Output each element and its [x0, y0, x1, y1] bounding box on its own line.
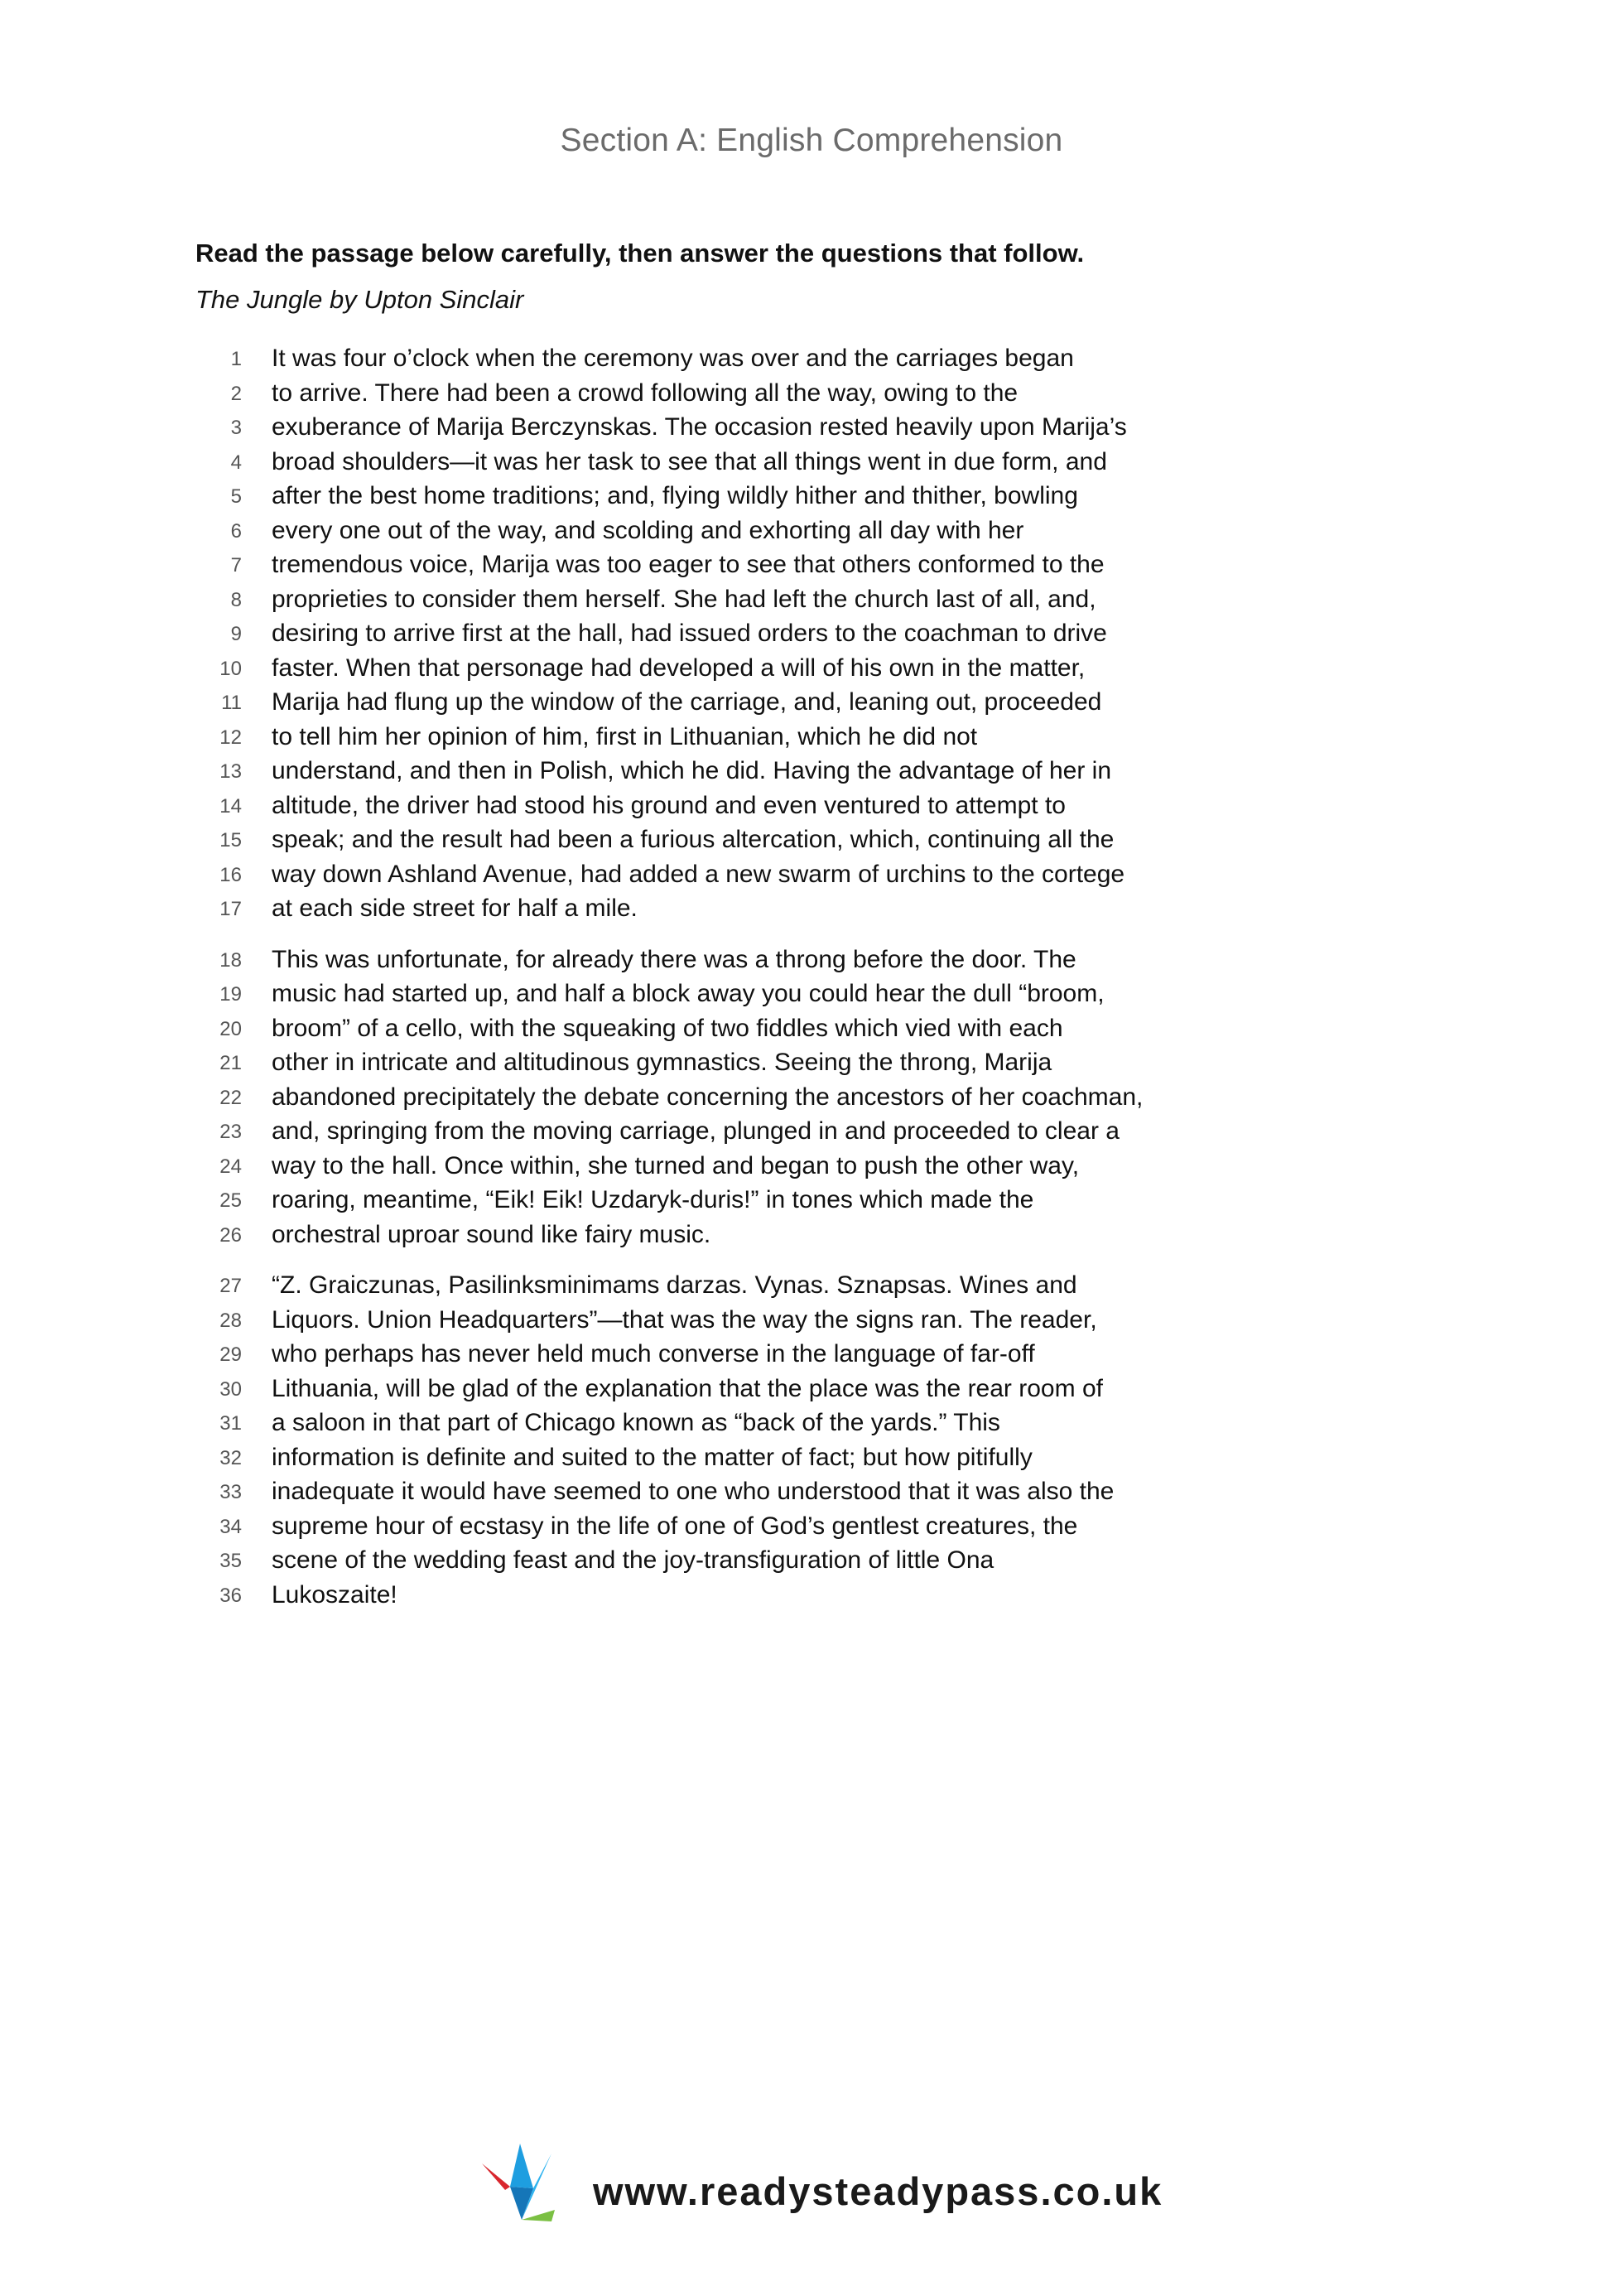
line-text: speak; and the result had been a furious altercation, which, continuing all the: [272, 826, 1115, 853]
line-number: 36: [219, 1584, 242, 1607]
line-number: 30: [219, 1377, 242, 1401]
line-text: roaring, meantime, “Eik! Eik! Uzdaryk-duris!” in tones which made the: [272, 1186, 1034, 1213]
source-title: The Jungle by Upton Sinclair: [195, 285, 524, 314]
origami-crane-logo-icon: [472, 2137, 571, 2236]
passage-line: [195, 1011, 1438, 1046]
passage-line: [195, 1440, 1438, 1475]
line-number: 4: [230, 451, 242, 474]
passage-line: [195, 514, 1438, 548]
line-number: 29: [219, 1343, 242, 1366]
line-text: understand, and then in Polish, which he did. Having the advantage of her in: [272, 757, 1112, 784]
passage-line: [195, 1218, 1438, 1252]
line-number: 14: [219, 794, 242, 818]
passage-line: [195, 720, 1438, 755]
line-text: music had started up, and half a block away you could hear the dull “broom,: [272, 980, 1105, 1007]
line-number: 31: [219, 1412, 242, 1435]
line-text: other in intricate and altitudinous gymnastics. Seeing the throng, Marija: [272, 1049, 1052, 1076]
passage-line: [195, 754, 1438, 789]
line-number: 9: [230, 623, 242, 645]
passage-line: [195, 1183, 1438, 1218]
line-number: 21: [219, 1052, 242, 1074]
line-text: proprieties to consider them herself. She had left the church last of all, and,: [272, 585, 1096, 613]
line-text: to tell him her opinion of him, first in Lithuanian, which he did not: [272, 722, 978, 750]
crane-beak-shape: [482, 2163, 510, 2190]
line-text: faster. When that personage had developed a will of his own in the matter,: [272, 654, 1086, 682]
line-text: scene of the wedding feast and the joy-transfiguration of little Ona: [272, 1546, 995, 1574]
line-number: 20: [219, 1017, 242, 1040]
line-number: 26: [219, 1223, 242, 1247]
passage-line: [195, 651, 1438, 686]
passage-line: [195, 1080, 1438, 1115]
line-number: 33: [219, 1481, 242, 1503]
passage-line: [195, 1474, 1438, 1509]
passage-line: [195, 789, 1438, 823]
passage-line: [195, 1543, 1438, 1578]
line-text: who perhaps has never held much converse in the language of far-off: [272, 1340, 1035, 1367]
line-text: exuberance of Marija Berczynskas. The occasion rested heavily upon Marija’s: [272, 413, 1127, 441]
line-text: tremendous voice, Marija was too eager to see that others conformed to the: [272, 551, 1105, 578]
passage-line: [195, 822, 1438, 857]
passage-line: [195, 479, 1438, 514]
line-number: 7: [230, 554, 242, 576]
passage-line: [195, 685, 1438, 720]
line-text: broom” of a cello, with the squeaking of two fiddles which vied with each: [272, 1014, 1063, 1042]
footer: [0, 2137, 1623, 2236]
passage-line: [195, 1509, 1438, 1544]
passage-line: [195, 1114, 1438, 1149]
line-number: 28: [219, 1309, 242, 1332]
page-title: Section A: English Comprehension: [560, 123, 1063, 158]
line-number: 34: [219, 1515, 242, 1538]
passage-line: [195, 1149, 1438, 1184]
line-text: and, springing from the moving carriage, plunged in and proceeded to clear a: [272, 1117, 1120, 1145]
line-text: Lithuania, will be glad of the explanation that the place was the rear room of: [272, 1374, 1103, 1402]
passage-line: [195, 547, 1438, 582]
passage-paragraph: [195, 943, 1438, 1252]
instruction-text: Read the passage below carefully, then answer the questions that follow.: [195, 239, 1085, 268]
line-number: 18: [219, 948, 242, 972]
passage-paragraph: [195, 341, 1438, 926]
passage-line: [195, 1303, 1438, 1338]
line-text: inadequate it would have seemed to one who understood that it was also the: [272, 1478, 1115, 1505]
line-number: 11: [221, 692, 242, 714]
passage-line: [195, 1372, 1438, 1406]
passage-line: [195, 1337, 1438, 1372]
line-number: 23: [219, 1121, 242, 1143]
line-text: a saloon in that part of Chicago known as “back of the yards.” This: [272, 1409, 1000, 1436]
line-text: “Z. Graiczunas, Pasilinksminimams darzas. Vynas. Sznapsas. Wines and: [272, 1271, 1077, 1299]
line-number: 22: [219, 1086, 242, 1109]
passage-line: [195, 1045, 1438, 1080]
passage-line: [195, 943, 1438, 977]
line-number: 32: [219, 1446, 242, 1469]
passage-line: [195, 341, 1438, 376]
line-number: 8: [230, 588, 242, 611]
line-text: This was unfortunate, for already there was a throng before the door. The: [272, 945, 1076, 973]
line-text: altitude, the driver had stood his ground and even ventured to attempt to: [272, 791, 1066, 819]
passage-line: [195, 410, 1438, 445]
line-text: Marija had flung up the window of the carriage, and, leaning out, proceeded: [272, 688, 1102, 716]
line-number: 17: [219, 898, 242, 920]
line-text: way down Ashland Avenue, had added a new swarm of urchins to the cortege: [272, 860, 1125, 888]
line-text: supreme hour of ecstasy in the life of one of God’s gentlest creatures, the: [272, 1512, 1078, 1540]
line-number: 12: [219, 726, 242, 749]
line-text: information is definite and suited to the matter of fact; but how pitifully: [272, 1443, 1033, 1471]
line-text: every one out of the way, and scolding and exhorting all day with her: [272, 516, 1024, 544]
crane-body-shape: [510, 2187, 533, 2220]
passage-line: [195, 1406, 1438, 1440]
line-text: It was four o’clock when the ceremony was over and the carriages began: [272, 345, 1074, 372]
crane-wing-left-shape: [510, 2144, 533, 2188]
line-number: 15: [219, 829, 242, 851]
passage-line: [195, 1268, 1438, 1303]
line-number: 2: [230, 382, 242, 405]
passage-line: [195, 445, 1438, 480]
line-number: 27: [219, 1275, 242, 1297]
website-url[interactable]: www.readysteadypass.co.uk: [593, 2169, 1163, 2213]
line-number: 13: [219, 760, 242, 783]
line-number: 25: [219, 1189, 242, 1212]
line-text: at each side street for half a mile.: [272, 895, 638, 922]
passage: [195, 341, 1438, 1628]
passage-line: [195, 582, 1438, 617]
line-text: way to the hall. Once within, she turned and began to push the other way,: [272, 1151, 1080, 1179]
line-number: 3: [230, 417, 242, 439]
line-text: orchestral uproar sound like fairy music.: [272, 1220, 711, 1248]
line-number: 35: [219, 1550, 242, 1572]
line-number: 5: [230, 485, 242, 508]
passage-line: [195, 857, 1438, 892]
line-number: 24: [219, 1155, 242, 1178]
line-text: Liquors. Union Headquarters”—that was the way the signs ran. The reader,: [272, 1305, 1097, 1334]
line-text: to arrive. There had been a crowd following all the way, owing to the: [272, 379, 1019, 407]
passage-paragraph: [195, 1268, 1438, 1612]
line-number: 6: [230, 519, 242, 543]
line-text: desiring to arrive first at the hall, had issued orders to the coachman to drive: [272, 620, 1107, 647]
line-number: 1: [230, 348, 242, 370]
line-number: 16: [219, 863, 242, 886]
line-text: Lukoszaite!: [272, 1580, 397, 1609]
line-text: after the best home traditions; and, flying wildly hither and thither, bowling: [272, 482, 1078, 509]
line-number: 10: [219, 657, 242, 680]
passage-line: [195, 977, 1438, 1011]
passage-line: [195, 1578, 1438, 1613]
passage-line: [195, 891, 1438, 926]
line-number: 19: [219, 983, 242, 1006]
line-text: abandoned precipitately the debate concerning the ancestors of her coachman,: [272, 1083, 1144, 1111]
passage-line: [195, 376, 1438, 411]
crane-tail-shape: [522, 2210, 555, 2221]
line-text: broad shoulders—it was her task to see that all things went in due form, and: [272, 447, 1107, 475]
passage-line: [195, 616, 1438, 651]
